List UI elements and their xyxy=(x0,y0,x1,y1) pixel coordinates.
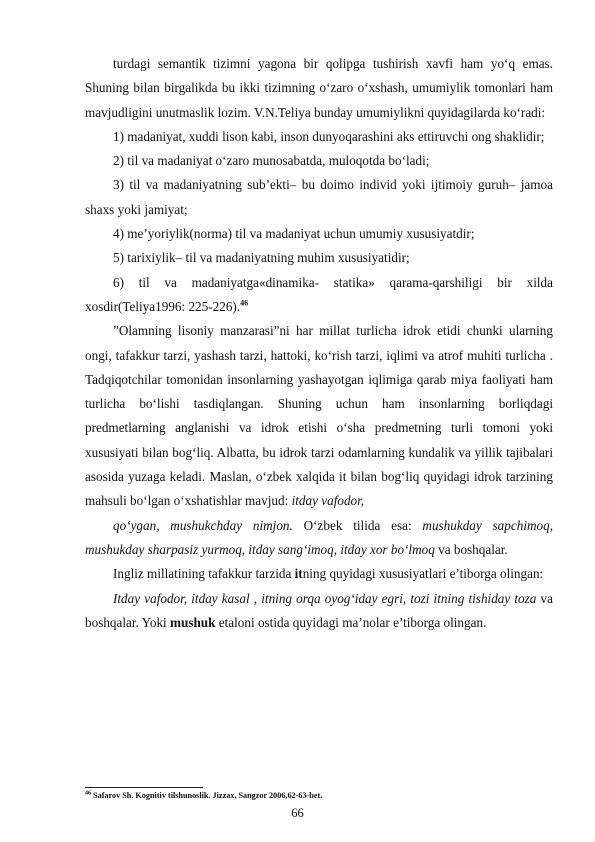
paragraph-examples xyxy=(85,514,553,563)
page-number: 66 xyxy=(291,806,304,820)
italic-example-2: qo‘ygan, mushukchday nimjon. xyxy=(113,517,293,533)
paragraph-english xyxy=(85,562,553,586)
list-item-2: 2) til va madaniyat o‘zaro munosabatda, muloqotda bo‘ladi; xyxy=(113,153,430,169)
paragraph-worldview-text: ”Olamning lisoniy manzarasi”ni har millat turlicha idrok etidi chunki ularning ongi, tafakkur tarzi, yashash tarzi, hattoki, ko‘rish tarzi, iqlimi va atrof muhiti turlicha . Tadqiqotchilar tomonidan insonlarning yashayotgan iqlimiga qarab miya faoliyati ham turlicha bo‘lishi tasdiqlangan. Shuning uchun ham insonlarning borliqdagi predmetlarning anglanishi va idrok etishi o‘sha predmetning turli tomoni yoki xususiyati bilan bog‘liq. Albatta, bu idrok tarzi odamlarning kundalik va yillik tajibalari asosida yuzaga keladi. Maslan, o‘zbek xalqida it bilan bog‘liq quyidagi idrok tarzining mahsuli bo‘lgan o‘xshatishlar mavjud: xyxy=(85,323,553,509)
english-examples-a: va boshqalar. Yoki xyxy=(85,590,553,630)
examples-end: va boshqalar. xyxy=(434,541,508,557)
list-item-1: 1) madaniyat, xuddi lison kabi, inson dunyoqarashini aks ettiruvchi ong shaklidir; xyxy=(113,128,545,144)
examples-text: O‘zbek tilida esa: xyxy=(292,517,412,533)
footnote-text: Safarov Sh. Kognitiv tilshunoslik. Jizzax, Sangzor 2006,62-63-bet. xyxy=(91,791,323,800)
paragraph-worldview xyxy=(85,319,553,513)
list-item-3: 3) til va madaniyatning sub’ekti– bu doimo individ yoki ijtimoiy guruh– jamoa shaxs yoki jamiyat; xyxy=(85,177,553,217)
english-examples-c: etaloni ostida quyidagi ma’nolar e’tiborga olingan. xyxy=(215,614,487,630)
bold-it-word: it xyxy=(294,566,303,582)
bold-mushuk-word: mushuk xyxy=(170,614,216,630)
italic-example: itday vafodor, xyxy=(291,493,365,509)
english-text-a: Ingliz millatining tafakkur tarzida xyxy=(113,566,295,582)
list-item-6-text: 6) til va madaniyatga«dinamika- statika» qarama-qarshiligi bir xilda xosdir(Teliya1996: 225-226). xyxy=(85,274,553,314)
list-item-5: 5) tarixiylik– til va madaniyatning muhim xususiyatidir; xyxy=(113,250,410,266)
english-text-c: ning quyidagi xususiyatlari e’tiborga olingan: xyxy=(302,566,544,582)
list-item-4: 4) me’yoriylik(norma) til va madaniyat uchun umumiy xususiyatdir; xyxy=(113,226,475,242)
paragraph-intro: turdagi semantik tizimni yagona bir qolipga tushirish xavfi ham yo‘q emas. Shuning bilan birgalikda bu ikki tizimning o‘zaro o‘xshash, umumiylik tomonlari ham mavjudligini unutmaslik lozim. V.N.Teliya bunday umumiylikni quyidagilarda ko‘radi: xyxy=(85,56,553,120)
italic-example-4: Itday vafodor, itday kasal , itning orqa oyog‘iday egri, tozi itning tishiday toza xyxy=(113,590,537,606)
footnote xyxy=(85,791,555,800)
list-item-6 xyxy=(85,271,553,320)
footnote-number: 46 xyxy=(85,790,91,797)
footnote-divider xyxy=(85,787,203,788)
paragraph-english-examples xyxy=(85,587,553,636)
footnote-marker: 46 xyxy=(240,298,249,308)
page-body xyxy=(85,52,553,635)
italic-example-3: mushukday sapchimoq, mushukday sharpasiz yurmoq, itday sang‘imoq, itday xor bo‘lmoq xyxy=(85,517,553,557)
